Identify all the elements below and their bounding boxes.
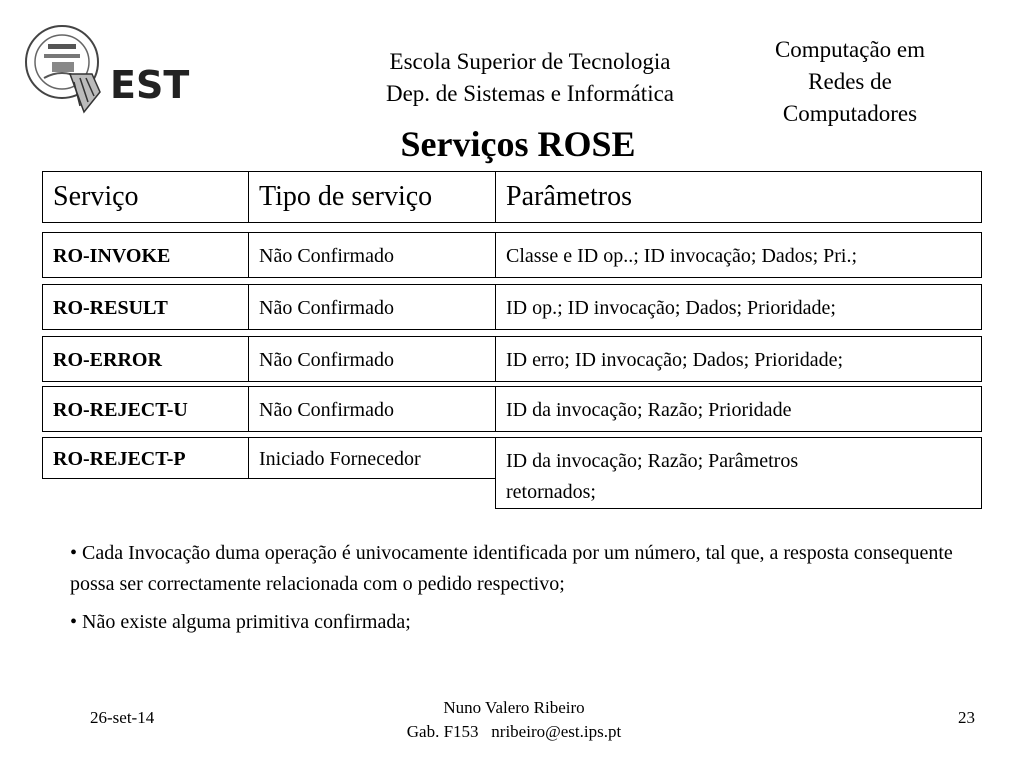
- page-number: 23: [958, 708, 975, 727]
- service-params: Classe e ID op..; ID invocação; Dados; Pri.;: [506, 245, 858, 267]
- service-name: RO-REJECT-P: [53, 448, 186, 470]
- table-row-params: [495, 437, 982, 509]
- course-line-2: Redes de: [808, 69, 892, 94]
- service-type: Não Confirmado: [259, 245, 394, 267]
- service-params: ID da invocação; Razão; Prioridade: [506, 399, 792, 421]
- service-name: RO-REJECT-U: [53, 399, 188, 421]
- author-name: Nuno Valero Ribeiro: [443, 698, 585, 717]
- school-name: Escola Superior de Tecnologia: [389, 49, 671, 74]
- bullet-item: • Não existe alguma primitiva confirmada;: [70, 611, 411, 633]
- footer-date: 26-set-14: [90, 708, 155, 727]
- table-row: [42, 437, 496, 479]
- department-name: Dep. de Sistemas e Informática: [385, 81, 675, 106]
- service-params: ID op.; ID invocação; Dados; Prioridade;: [506, 297, 836, 319]
- service-name: RO-ERROR: [53, 349, 162, 371]
- table-row: [42, 386, 982, 432]
- svg-text:EST: EST: [110, 63, 190, 107]
- table-row: [42, 232, 982, 278]
- institute-logo: [22, 22, 222, 122]
- header-type: Tipo de serviço: [259, 181, 433, 212]
- service-type: Não Confirmado: [259, 349, 394, 371]
- service-params: ID erro; ID invocação; Dados; Prioridade;: [506, 349, 844, 371]
- table-row: [42, 284, 982, 330]
- footer-author: [360, 696, 668, 744]
- course-line-3: Computadores: [782, 101, 918, 126]
- notes: [70, 538, 990, 645]
- service-name: RO-INVOKE: [53, 245, 171, 267]
- service-type: Não Confirmado: [259, 399, 394, 421]
- service-params: ID da invocação; Razão; Parâmetros retornados;: [506, 450, 799, 503]
- header-params: Parâmetros: [506, 181, 632, 212]
- author-contact: Gab. F153 nribeiro@est.ips.pt: [406, 722, 622, 741]
- service-name: RO-RESULT: [53, 297, 168, 319]
- service-type: Não Confirmado: [259, 297, 394, 319]
- bullet-item: • Cada Invocação duma operação é univocamente identificada por um número, tal que, a resposta consequente possa ser correctamente relacionada com o pedido respectivo;: [70, 542, 953, 595]
- seal-icon: [22, 22, 222, 122]
- course-line-1: Computação em: [774, 37, 926, 62]
- service-type: Iniciado Fornecedor: [259, 448, 421, 470]
- page-title: Serviços ROSE: [400, 124, 636, 164]
- table-row: [42, 336, 982, 382]
- course-header: [750, 34, 950, 130]
- school-header: [330, 46, 730, 110]
- table-header-row: [42, 171, 982, 223]
- header-service: Serviço: [53, 181, 139, 212]
